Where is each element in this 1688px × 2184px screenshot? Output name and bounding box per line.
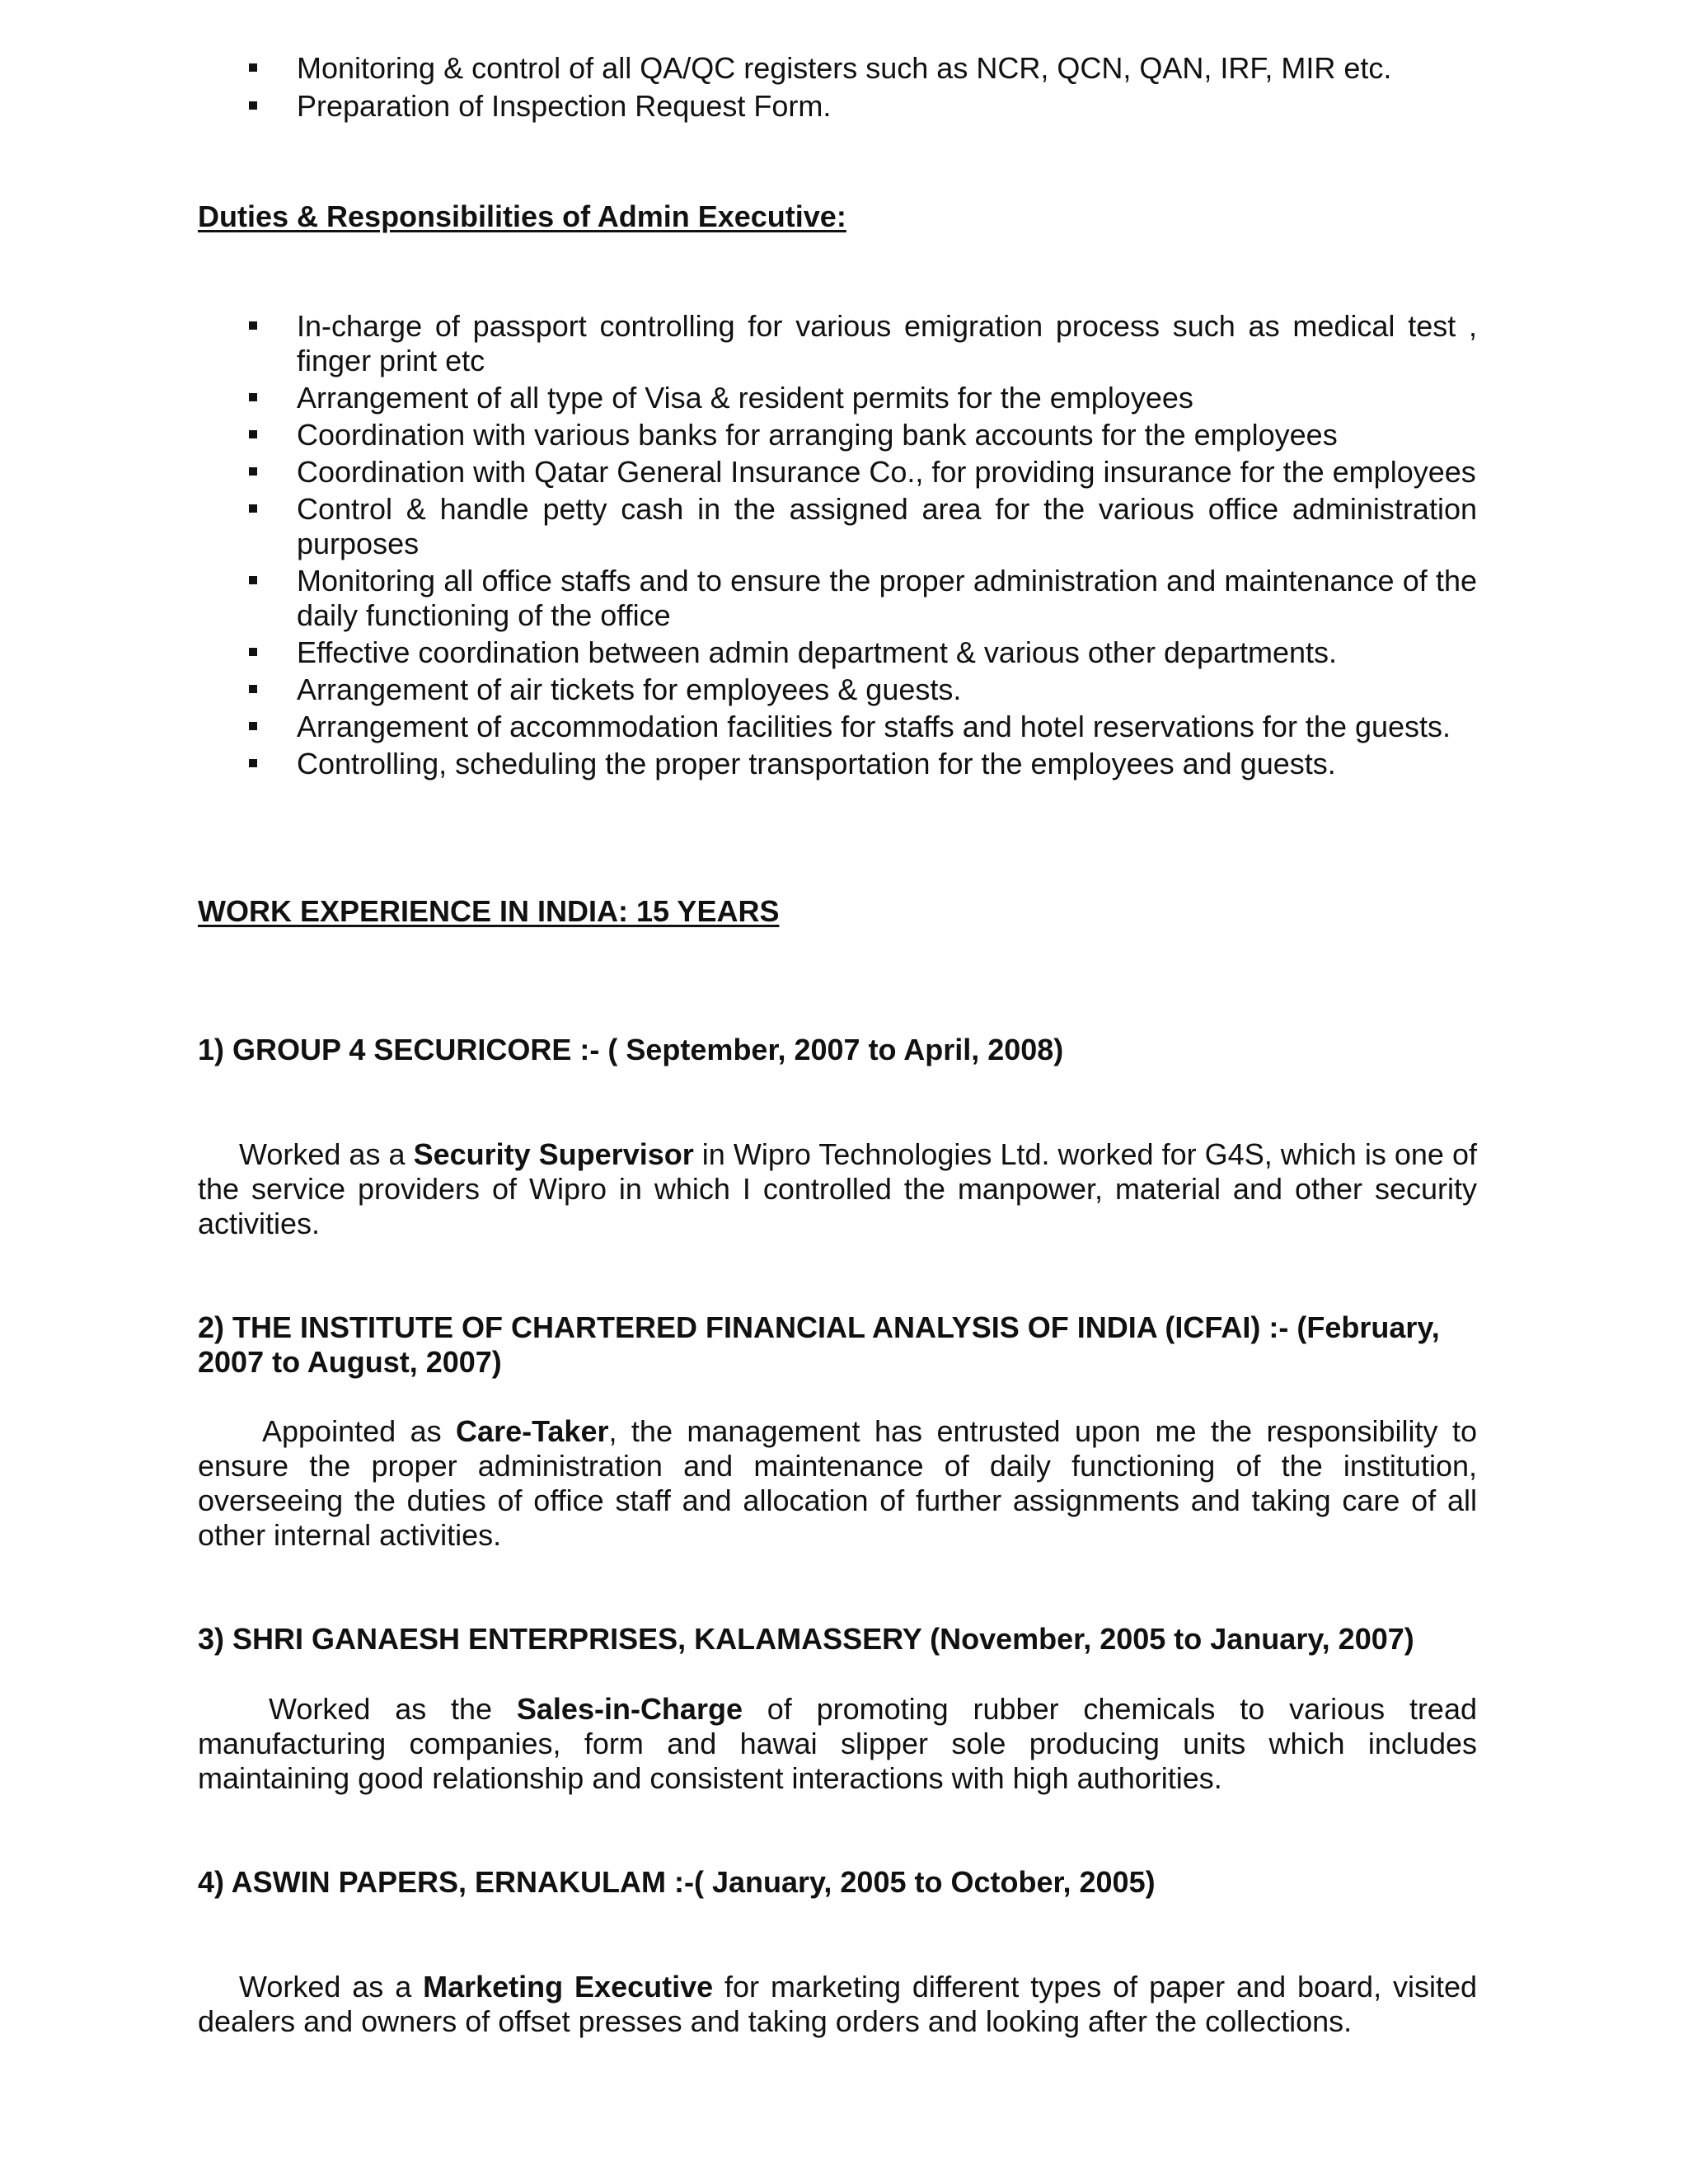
list-item: Arrangement of all type of Visa & resident permits for the employees xyxy=(198,381,1477,415)
admin-duties-list xyxy=(198,309,1477,781)
job-4-title: 4) ASWIN PAPERS, ERNAKULAM :-( January, 2005 to October, 2005) xyxy=(198,1865,1156,1899)
list-item: Effective coordination between admin department & various other departments. xyxy=(198,635,1477,670)
list-item: Monitoring all office staffs and to ensure the proper administration and maintenance of the daily functioning of the office xyxy=(198,564,1477,633)
job-2-title: 2) THE INSTITUTE OF CHARTERED FINANCIAL ANALYSIS OF INDIA (ICFAI) :- (February, 2007 to August, 2007) xyxy=(198,1310,1440,1379)
qaqc-list-block xyxy=(198,51,1477,127)
job-2-description: Appointed as Care-Taker, the management has entrusted upon me the responsibility to ensure the proper administration and maintenance of daily functioning of the institution, overseeing the duties of office staff and allocation of further assignments and taking care of all other internal activities. xyxy=(198,1414,1477,1552)
work-experience-heading: WORK EXPERIENCE IN INDIA: 15 YEARS xyxy=(198,894,780,928)
job-2-role: Care-Taker xyxy=(456,1414,609,1448)
job-3-role: Sales-in-Charge xyxy=(516,1692,743,1726)
job-4-description: Worked as a Marketing Executive for marketing different types of paper and board, visited dealers and owners of offset presses and taking orders and looking after the collections. xyxy=(198,1970,1477,2038)
job-3-description: Worked as the Sales-in-Charge of promoting rubber chemicals to various tread manufacturing companies, form and hawai slipper sole producing units which includes maintaining good relationship and consistent interactions with high authorities. xyxy=(198,1692,1477,1795)
job-1-description: Worked as a Security Supervisor in Wipro Technologies Ltd. worked for G4S, which is one of the service providers of Wipro in which I controlled the manpower, material and other security activities. xyxy=(198,1137,1478,1240)
list-item: Control & handle petty cash in the assigned area for the various office administration purposes xyxy=(198,492,1477,561)
list-item: In-charge of passport controlling for various emigration process such as medical test , finger print etc xyxy=(198,309,1477,378)
job-1-role: Security Supervisor xyxy=(413,1137,694,1171)
job-4-role: Marketing Executive xyxy=(423,1970,714,2004)
admin-duties-block xyxy=(198,309,1477,784)
list-item: Arrangement of air tickets for employees & guests. xyxy=(198,673,1477,707)
admin-duties-heading: Duties & Responsibilities of Admin Executive: xyxy=(198,199,846,233)
job-3-title: 3) SHRI GANAESH ENTERPRISES, KALAMASSERY (November, 2005 to January, 2007) xyxy=(198,1622,1414,1656)
list-item: Preparation of Inspection Request Form. xyxy=(198,89,1477,124)
list-item: Arrangement of accommodation facilities for staffs and hotel reservations for the guests. xyxy=(198,710,1477,744)
qaqc-list xyxy=(198,51,1477,124)
list-item: Monitoring & control of all QA/QC registers such as NCR, QCN, QAN, IRF, MIR etc. xyxy=(198,51,1477,86)
list-item: Coordination with various banks for arranging bank accounts for the employees xyxy=(198,418,1477,452)
list-item: Controlling, scheduling the proper transportation for the employees and guests. xyxy=(198,747,1477,781)
list-item: Coordination with Qatar General Insurance Co., for providing insurance for the employees xyxy=(198,455,1477,490)
job-1-title: 1) GROUP 4 SECURICORE :- ( September, 2007 to April, 2008) xyxy=(198,1033,1064,1066)
